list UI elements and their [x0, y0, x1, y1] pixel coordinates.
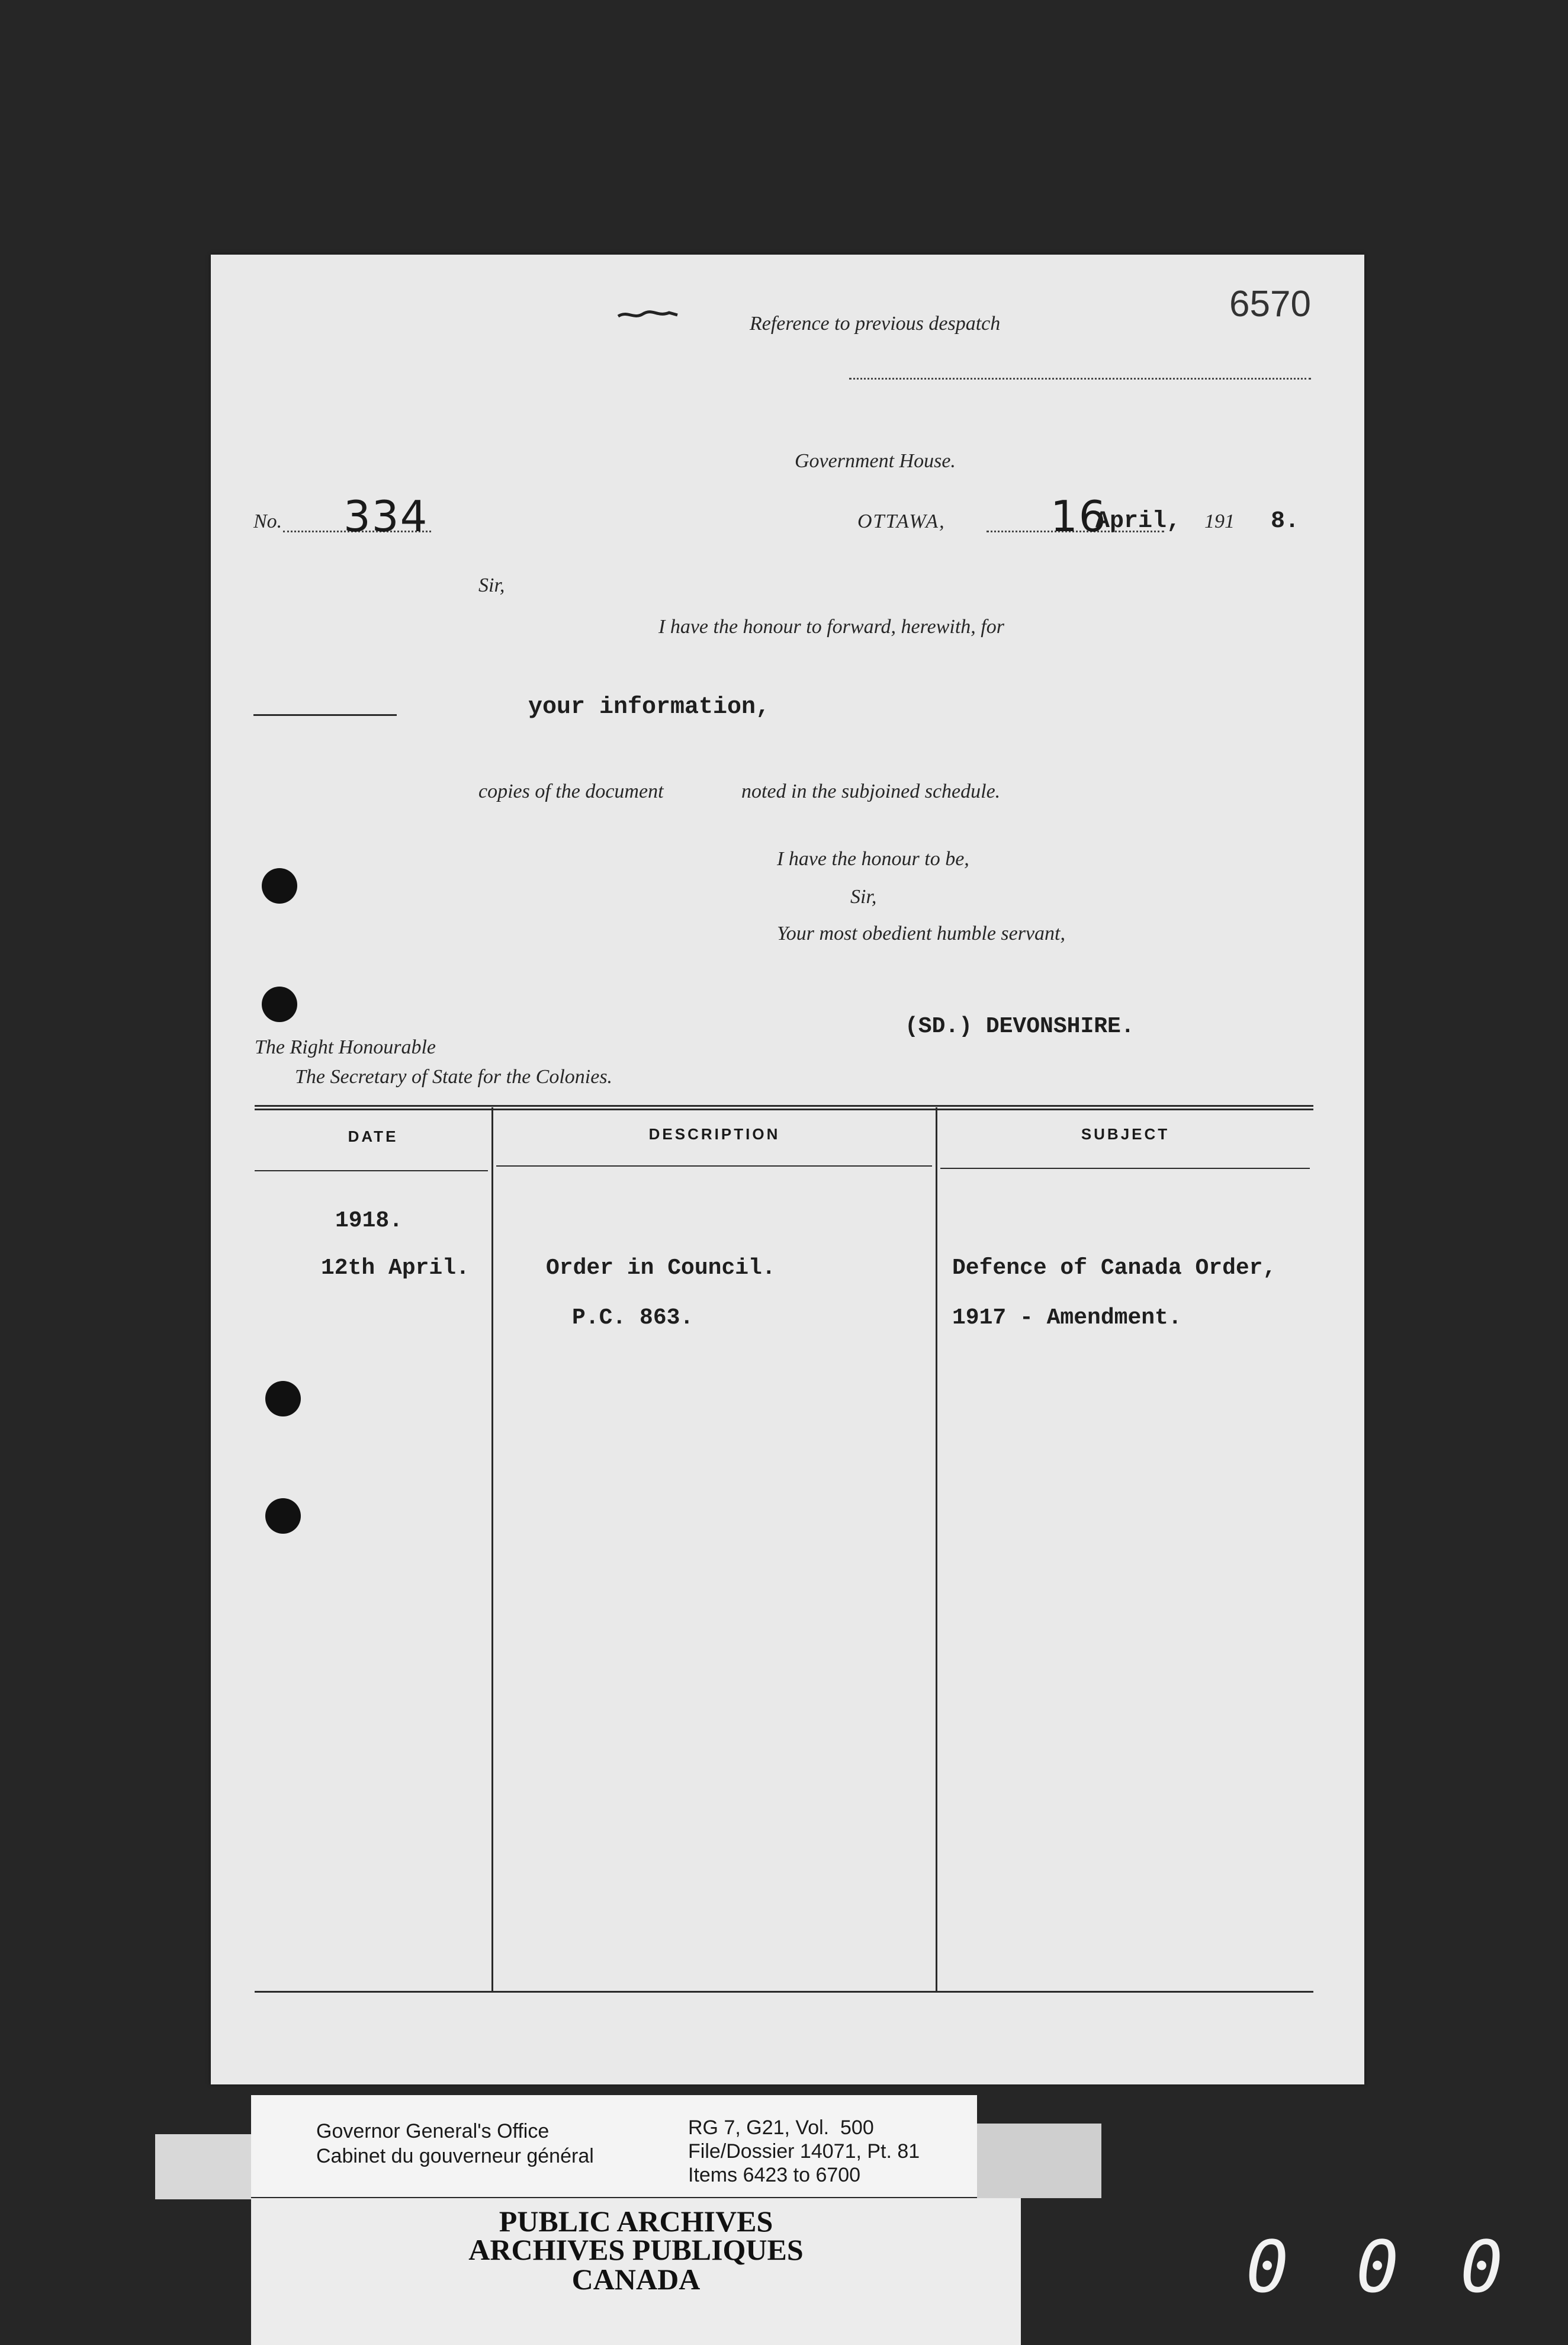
column-divider	[936, 1107, 937, 1991]
reference-label: Reference to previous despatch	[750, 313, 1001, 335]
table-top-rule	[255, 1105, 1313, 1107]
signature: (SD.) DEVONSHIRE.	[905, 1014, 1135, 1039]
ink-mark	[616, 308, 681, 321]
frame-digit: 0	[1356, 2227, 1399, 2309]
closing-line-2: Sir,	[850, 886, 877, 908]
stamp-line-3: CANADA	[571, 2263, 701, 2296]
header-underline	[940, 1168, 1310, 1169]
city-label: OTTAWA,	[857, 510, 946, 532]
body-purpose: your information,	[528, 694, 770, 721]
folio-number: 6570	[1229, 284, 1311, 325]
row-subject-2: 1917 - Amendment.	[952, 1305, 1182, 1331]
frame-digit: 0	[1246, 2227, 1289, 2309]
slip-backing-right	[977, 2124, 1101, 2198]
header-government-house: Government House.	[795, 450, 956, 472]
archive-slip	[251, 2095, 977, 2197]
header-underline	[496, 1165, 932, 1167]
body-line-1: I have the honour to forward, herewith, for	[658, 616, 1004, 638]
salutation: Sir,	[478, 574, 505, 596]
table-bottom-rule	[255, 1991, 1313, 1993]
document-page	[211, 255, 1364, 2084]
header-description: DESCRIPTION	[648, 1125, 780, 1143]
slip-office-en: Governor General's Office	[316, 2120, 550, 2142]
punch-hole	[262, 987, 297, 1022]
date-year-prefix: 191	[1204, 510, 1235, 532]
punch-hole	[265, 1381, 301, 1416]
row-description-1: Order in Council.	[546, 1255, 776, 1281]
body-line-2a: copies of the document	[478, 780, 664, 802]
date-day: 16	[1050, 492, 1107, 541]
stamp-line-2: ARCHIVES PUBLIQUES	[468, 2233, 804, 2266]
number-label: No.	[253, 510, 282, 532]
punch-hole	[262, 868, 297, 904]
margin-underline	[253, 714, 397, 716]
header-subject: SUBJECT	[1081, 1125, 1170, 1143]
punch-hole	[265, 1498, 301, 1534]
table-top-rule-2	[255, 1109, 1313, 1110]
slip-backing-left	[155, 2134, 251, 2199]
date-year-suffix: 8.	[1271, 508, 1300, 535]
despatch-number: 334	[343, 492, 429, 541]
header-underline	[255, 1170, 488, 1171]
slip-ref-2: File/Dossier 14071, Pt. 81	[688, 2140, 920, 2163]
row-subject-1: Defence of Canada Order,	[952, 1255, 1277, 1281]
row-description-2: P.C. 863.	[572, 1305, 694, 1331]
header-date: DATE	[348, 1127, 399, 1145]
frame-digit: 0	[1460, 2227, 1503, 2309]
addressee-line-1: The Right Honourable	[255, 1036, 436, 1058]
stamp-line-1: PUBLIC ARCHIVES	[499, 2205, 773, 2238]
addressee-line-2: The Secretary of State for the Colonies.	[295, 1066, 613, 1088]
body-line-2b: noted in the subjoined schedule.	[741, 780, 1001, 802]
row-date: 12th April.	[321, 1255, 470, 1281]
slip-ref-3: Items 6423 to 6700	[688, 2164, 861, 2186]
slip-office-fr: Cabinet du gouverneur général	[316, 2145, 594, 2167]
archive-stamp	[251, 2198, 1021, 2345]
row-date-year: 1918.	[335, 1208, 403, 1233]
reference-dotted-line	[849, 378, 1311, 380]
date-month: April,	[1095, 508, 1181, 535]
column-divider	[491, 1107, 493, 1991]
closing-line-3: Your most obedient humble servant,	[777, 923, 1066, 945]
closing-line-1: I have the honour to be,	[777, 848, 969, 870]
slip-ref-1: RG 7, G21, Vol. 500	[688, 2116, 874, 2139]
